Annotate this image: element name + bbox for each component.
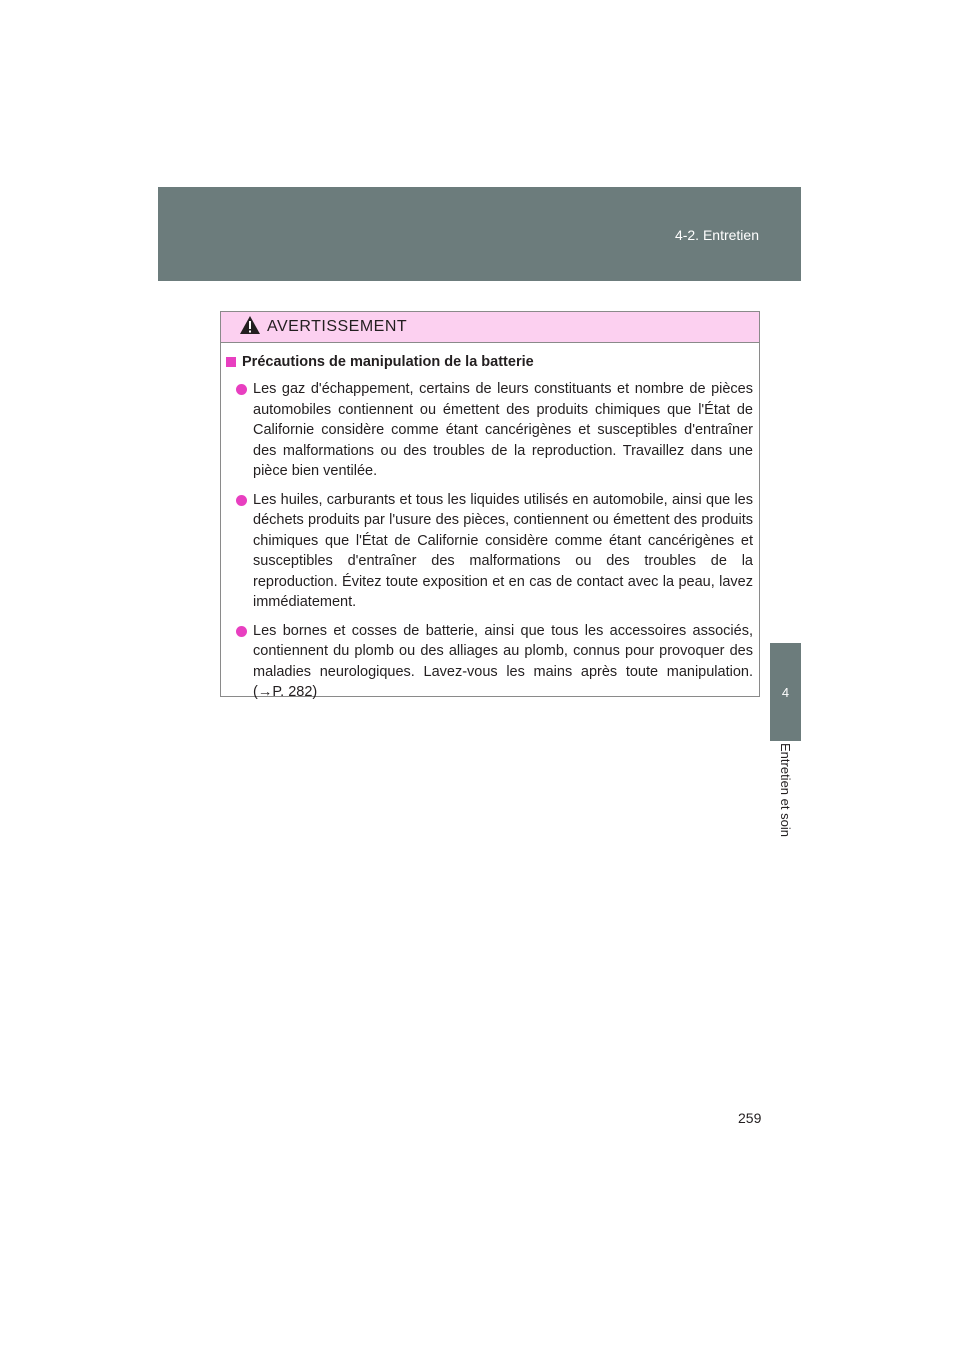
warning-item [253, 379, 753, 482]
chapter-tab [770, 741, 801, 891]
header-band [158, 187, 801, 281]
bullet-dot-icon [236, 384, 247, 395]
chapter-tab-title: Entretien et soin [778, 743, 793, 837]
warning-body [221, 343, 759, 703]
warning-header [221, 312, 759, 343]
warning-item-text: Les gaz d'échappement, certains de leurs constituants et nombre de pièces automobiles contiennent ou émettent des produits chimiques que l'État de Californie considère comme étant cancérigènes et susceptibles d'entraîner des malformations ou des troubles de la reproduction. Travaillez dans une pièce bien ventilée. [253, 381, 753, 479]
warning-box [220, 311, 760, 700]
warning-item-text: Les huiles, carburants et tous les liquides utilisés en automobile, ainsi que les déchets produits par l'usure des pièces, contiennent ou émettent des produits chimiques que l'État de Californie considère comme étant cancérigènes et susceptibles d'entraîner des malformations ou des troubles de la reproduction. Évitez toute exposition et en cas de contact avec la peau, lavez immédiatement. [253, 491, 753, 610]
warning-item [253, 490, 753, 613]
square-bullet-icon [226, 357, 236, 367]
warning-triangle-icon [239, 315, 261, 340]
warning-item-text: Les bornes et cosses de batterie, ainsi que tous les accessoires associés, contiennent du plomb ou des alliages au plomb, connus pour provoquer des maladies neurologiques. Lavez-vous les mains après toute manipulation. (→P. 282) [253, 622, 753, 700]
section-label: 4-2. Entretien [674, 227, 759, 243]
bullet-dot-icon [236, 495, 247, 506]
warning-subheading-text: Précautions de manipulation de la batterie [242, 354, 534, 370]
page-number: 259 [738, 1110, 762, 1126]
warning-subheading [226, 353, 753, 371]
chapter-tab-number: 4 [770, 643, 801, 741]
warning-title: AVERTISSEMENT [267, 318, 408, 335]
bullet-dot-icon [236, 626, 247, 637]
warning-item [253, 621, 753, 703]
